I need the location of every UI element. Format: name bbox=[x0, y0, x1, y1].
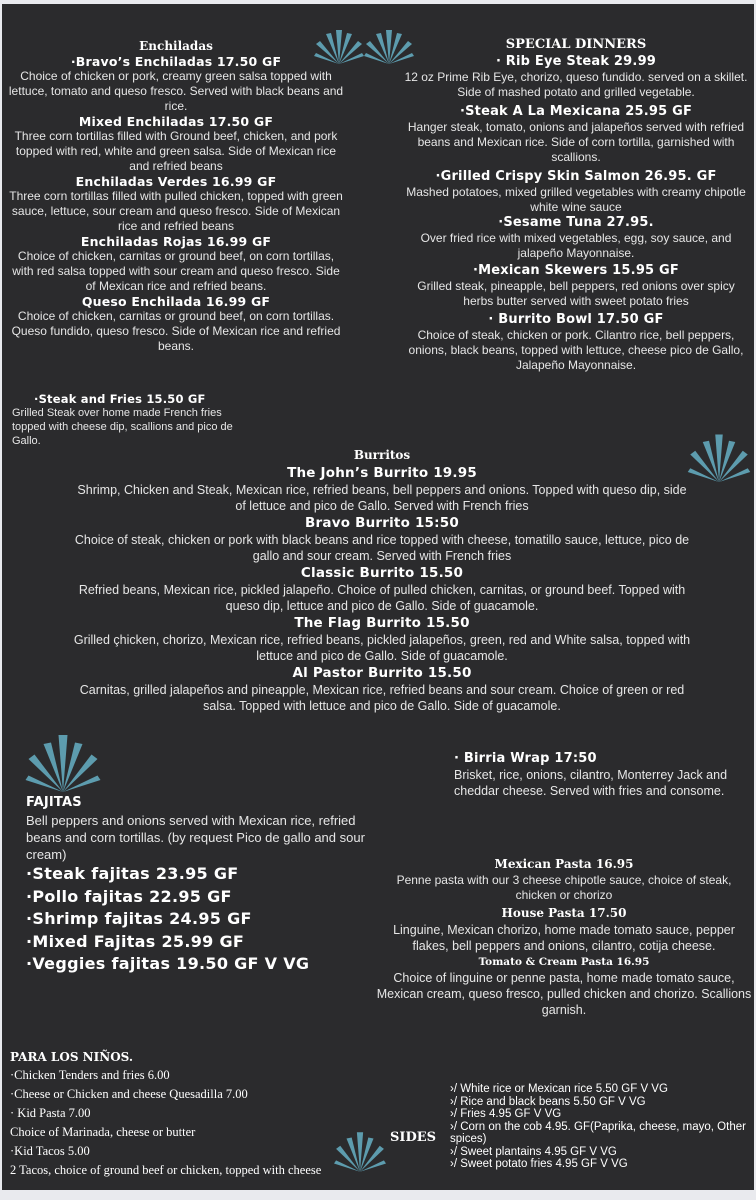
enchilada-item-name: Enchiladas Rojas 16.99 GF bbox=[80, 234, 272, 249]
pasta-section bbox=[374, 856, 754, 1018]
birria-desc: Brisket, rice, onions, cilantro, Monterrey Jack and cheddar cheese. Served with fries and consome. bbox=[454, 768, 728, 798]
menu-page bbox=[2, 4, 754, 1190]
side-item: ›/ White rice or Mexican rice 5.50 GF V VG bbox=[450, 1083, 668, 1095]
agave-icon bbox=[314, 24, 364, 64]
burrito-item-name: Al Pastor Burrito 15.50 bbox=[292, 665, 472, 681]
enchilada-item-desc: Choice of chicken or pork, creamy green salsa topped with lettuce, tomato and queso fresco. Served with black beans and rice. bbox=[8, 69, 344, 113]
enchilada-item-name: Queso Enchilada 16.99 GF bbox=[81, 294, 271, 309]
dinner-item-desc: Over fried rice with mixed vegetables, egg, soy sauce, and jalapeño Mayonnaise. bbox=[420, 231, 732, 260]
burrito-item-desc: Grilled çhicken, chorizo, Mexican rice, refried beans, pickled jalapeños, green, red and White salsa, topped with lettuce and pico de Gallo. Side of guacamole. bbox=[73, 633, 691, 663]
special-dinners-section bbox=[404, 36, 748, 373]
dinner-item-name: · Burrito Bowl 17.50 GF bbox=[488, 312, 664, 327]
burrito-item-desc: Carnitas, grilled jalapeños and pineapple, Mexican rice, refried beans and sour cream. Choice of green or red salsa. Topped with lettuce and pico de Gallo. Side of guacamole. bbox=[79, 683, 685, 713]
kids-item: Choice of Marinada, cheese or butter bbox=[10, 1125, 196, 1139]
birria-name: · Birria Wrap 17:50 bbox=[454, 751, 597, 766]
birria-section bbox=[454, 750, 754, 799]
agave-icon bbox=[24, 732, 102, 792]
pasta-item-desc: Penne pasta with our 3 cheese chipotle sauce, choice of steak, chicken or chorizo bbox=[396, 873, 732, 902]
dinner-item-desc: Hanger steak, tomato, onions and jalapeños served with refried beans and Mexican rice. Side of corn tortilla, garnished with scallions. bbox=[407, 120, 745, 164]
kids-title: PARA LOS NIÑOS. bbox=[10, 1050, 134, 1064]
pasta-item-name: House Pasta 17.50 bbox=[501, 906, 627, 920]
burrito-item-desc: Shrimp, Chicken and Steak, Mexican rice, refried beans, bell peppers and onions. Topped with queso dip, side of lettuce and pico de Gallo. Served with French fries bbox=[77, 483, 687, 513]
pasta-item-name: Tomato & Cream Pasta 16.95 bbox=[478, 956, 650, 968]
enchilada-item-name: Enchiladas Verdes 16.99 GF bbox=[75, 174, 277, 189]
dinner-item-desc: Choice of steak, chicken or pork. Cilantro rice, bell peppers, onions, black beans, topped with lettuce, cheese pico de Gallo, Jalapeño Mayonnaise. bbox=[408, 328, 744, 372]
burrito-item-name: The John’s Burrito 19.95 bbox=[287, 465, 477, 481]
burrito-item-desc: Refried beans, Mexican rice, pickled jalapeño. Choice of pulled chicken, carnitas, or ground beef. Topped with queso dip, lettuce and pico de Gallo. Side of guacamole. bbox=[78, 583, 686, 613]
kids-section bbox=[10, 1048, 340, 1180]
pasta-item-name: Mexican Pasta 16.95 bbox=[494, 857, 634, 871]
fajitas-desc: Bell peppers and onions served with Mexican rice, refried beans and corn tortillas. (by request Pico de gallo and sour cream) bbox=[26, 813, 365, 862]
burritos-title: Burritos bbox=[353, 448, 411, 462]
side-item: ›/ Rice and black beans 5.50 GF V VG bbox=[450, 1095, 646, 1108]
kids-item: ·Chicken Tenders and fries 6.00 bbox=[10, 1068, 170, 1082]
dinner-item-desc: 12 oz Prime Rib Eye, chorizo, queso fundido. served on a skillet. Side of mashed potato and grilled vegetable. bbox=[404, 70, 748, 99]
pasta-item-desc: Choice of linguine or penne pasta, home made tomato sauce, Mexican cream, queso fresco, pulled chicken and chorizo. Scallions garnish. bbox=[376, 971, 752, 1017]
enchiladas-title: Enchiladas bbox=[139, 39, 213, 53]
enchilada-item-desc: Choice of chicken, carnitas or ground beef, on corn tortillas. Queso fundido, queso fresco. Side of Mexican rice and refried beans. bbox=[11, 309, 341, 353]
sides-title: SIDES bbox=[390, 1130, 437, 1145]
agave-icon bbox=[334, 1130, 386, 1172]
kids-item: ·Kid Tacos 5.00 bbox=[10, 1144, 90, 1158]
steak-fries-name: ·Steak and Fries 15.50 GF bbox=[34, 392, 206, 406]
burrito-item-name: Classic Burrito 15.50 bbox=[300, 565, 464, 581]
fajita-item: ·Mixed Fajitas 25.99 GF bbox=[26, 931, 245, 951]
enchilada-item-desc: Three corn tortillas filled with Ground beef, chicken, and pork topped with red, white and green salsa. Side of Mexican rice and refried beans bbox=[14, 129, 338, 173]
pasta-item-desc: Linguine, Mexican chorizo, home made tomato sauce, pepper flakes, bell peppers and onions, cilantro, cotija cheese. bbox=[393, 923, 735, 953]
kids-item: 2 Tacos, choice of ground beef or chicken, topped with cheese bbox=[10, 1163, 322, 1177]
side-item: ›/ Sweet plantains 4.95 GF V VG bbox=[450, 1145, 617, 1158]
burrito-item-name: Bravo Burrito 15:50 bbox=[305, 515, 459, 531]
dinner-item-desc: Grilled steak, pineapple, bell peppers, red onions over spicy herbs butter served with sweet potato fries bbox=[417, 279, 735, 308]
dinner-item-name: ·Grilled Crispy Skin Salmon 26.95. GF bbox=[435, 169, 717, 184]
steak-fries-desc: Grilled Steak over home made French fries topped with cheese dip, scallions and pico de Gallo. bbox=[12, 407, 233, 447]
agave-icon bbox=[684, 432, 754, 482]
dinner-item-name: · Rib Eye Steak 29.99 bbox=[495, 54, 657, 69]
enchilada-item-desc: Three corn tortillas filled with pulled chicken, topped with green sauce, lettuce, sour cream and queso fresco. Side of Mexican rice and refried beans bbox=[9, 189, 343, 233]
enchilada-item-desc: Choice of chicken, carnitas or ground beef, on corn tortillas, with red salsa topped with sour cream and queso fresco. Side of Mexican rice and refried beans. bbox=[12, 249, 340, 293]
dinner-item-desc: Mashed potatoes, mixed grilled vegetables with creamy chipotle white wine sauce bbox=[406, 185, 746, 214]
enchilada-item-name: Mixed Enchiladas 17.50 GF bbox=[78, 114, 274, 129]
dinner-item-name: ·Mexican Skewers 15.95 GF bbox=[473, 263, 679, 278]
fajita-item: ·Veggies fajitas 19.50 GF V VG bbox=[26, 954, 310, 973]
burritos-section bbox=[72, 447, 692, 714]
burrito-item-desc: Choice of steak, chicken or pork with black beans and rice topped with cheese, tomatillo sauce, lettuce, pico de gallo and sour cream. Served with French fries bbox=[74, 533, 690, 563]
dinner-item-name: ·Sesame Tuna 27.95. bbox=[498, 215, 654, 230]
burrito-item-name: The Flag Burrito 15.50 bbox=[294, 615, 470, 631]
side-item: ›/ Sweet potato fries 4.95 GF V VG bbox=[450, 1158, 628, 1170]
fajita-item: ·Shrimp fajitas 24.95 GF bbox=[26, 909, 252, 928]
enchiladas-section bbox=[6, 38, 346, 354]
kids-item: · Kid Pasta 7.00 bbox=[10, 1106, 91, 1120]
fajitas-section bbox=[26, 794, 366, 976]
fajita-item: ·Pollo fajitas 22.95 GF bbox=[26, 886, 232, 906]
side-item: ›/ Corn on the cob 4.95. GF(Paprika, cheese, mayo, Other spices) bbox=[450, 1120, 746, 1145]
special-dinners-title: SPECIAL DINNERS bbox=[505, 37, 647, 52]
side-item: ›/ Fries 4.95 GF V VG bbox=[450, 1108, 562, 1120]
enchilada-item-name: ·Bravo’s Enchiladas 17.50 GF bbox=[70, 54, 282, 69]
dinner-item-name: ·Steak A La Mexicana 25.95 GF bbox=[459, 104, 693, 119]
fajitas-title: FAJITAS bbox=[26, 795, 82, 810]
steak-fries-section bbox=[12, 392, 248, 448]
kids-item: ·Cheese or Chicken and cheese Quesadilla 7.00 bbox=[10, 1087, 248, 1101]
fajita-item: ·Steak fajitas 23.95 GF bbox=[26, 864, 239, 883]
sides-section bbox=[450, 1083, 750, 1171]
